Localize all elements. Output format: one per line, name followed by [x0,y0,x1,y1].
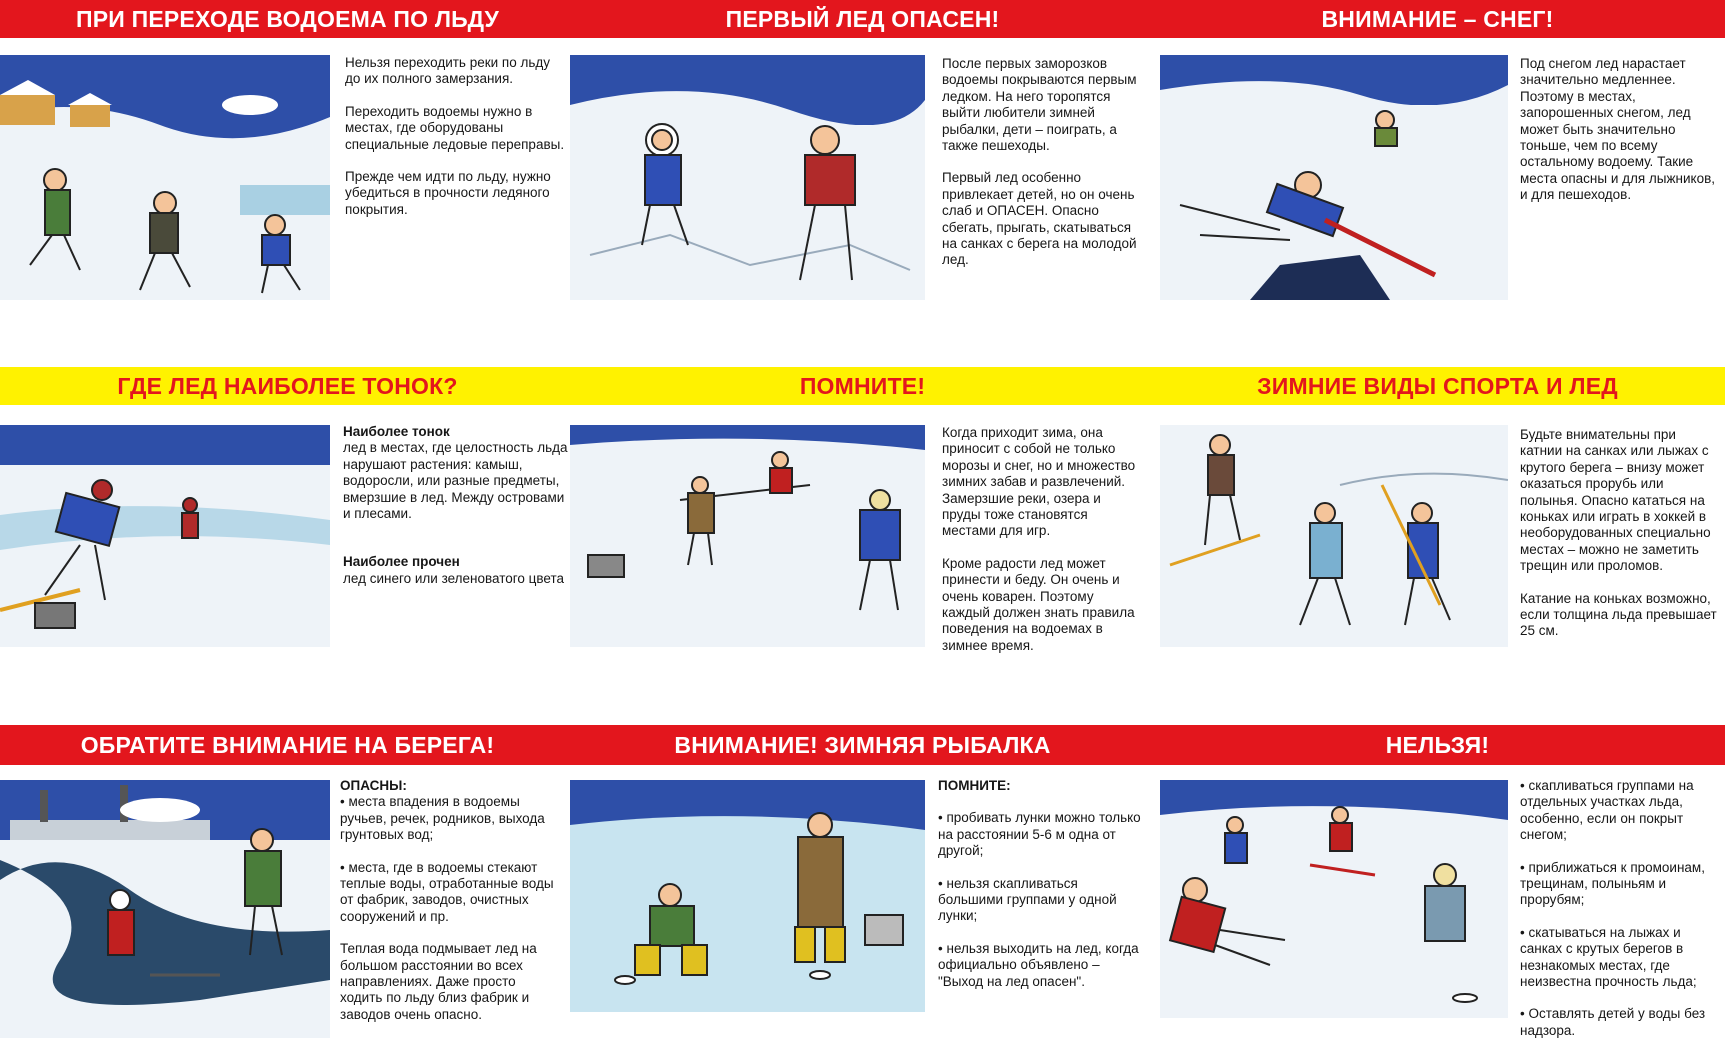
paragraph: Прежде чем идти по льду, нужно убедиться в прочности ледяного покрытия. [345,169,551,217]
heading-snow-warning: ВНИМАНИЕ – СНЕГ! [1321,6,1554,32]
paragraph: Под снегом лед нарастает значительно медленнее. Поэтому в местах, запорошенных снегом, лед может быть значительно тоньше, чем по всему остальному водоему. Такие места опасны и для лыжников, и для пешеходов. [1520,56,1716,203]
label-thinnest: Наиболее тонок [343,424,450,439]
fishing-list [938,810,1143,990]
text-forbidden [1520,778,1720,1055]
illustration-first-ice [570,55,925,300]
illustration-kids-crossing-ice [0,55,330,300]
block-thinnest [343,424,568,522]
illustration-winter-fishing [570,780,925,1012]
text-thinnest: лед в местах, где целостность льда нарушают растения: камыш, водоросли, или разные предметы, вмерзшие в лед. Между островами и плесами. [343,440,568,522]
list-item: • Оставлять детей у воды без надзора. [1520,1006,1720,1039]
list-item: • скатываться на лыжах и санках с крутых берегов в незнакомых местах, где неизвестна прочность льда; [1520,925,1720,991]
illustration-thin-ice-skiers [0,425,330,647]
label-remember: ПОМНИТЕ: [938,778,1011,793]
text-remember [942,425,1142,670]
row1-header-band [0,0,1725,38]
label-dangerous: ОПАСНЫ: [340,778,407,793]
list-item: • приближаться к промоинам, трещинам, полыньям и прорубям; [1520,860,1720,909]
paragraph: Переходить водоемы нужно в местах, где оборудованы специальные ледовые переправы. [345,103,565,152]
illustration-winter-fun [570,425,925,647]
list-item: • пробивать лунки можно только на расстоянии 5-6 м одна от другой; [938,810,1143,859]
heading-crossing-ice: ПРИ ПЕРЕХОДЕ ВОДОЕМА ПО ЛЬДУ [76,6,499,32]
illustration-winter-sports [1160,425,1508,647]
row2-header-band [0,367,1725,405]
block-strongest [343,554,568,587]
row3-header-band [0,725,1725,765]
heading-winter-fishing: ВНИМАНИЕ! ЗИМНЯЯ РЫБАЛКА [674,732,1051,758]
paragraph: Когда приходит зима, она приносит с собой не только морозы и снег, но и множество зимних забав и развлечений. Замерзшие реки, озера и пруды тоже становятся местами для игр. [942,425,1136,539]
text-first-ice [942,56,1142,285]
text-crossing-ice [345,55,565,234]
paragraph: Катание на коньках возможно, если толщина льда превышает 25 см. [1520,590,1717,639]
text-thin-ice [343,424,568,587]
paragraph: Будьте внимательны при катнии на санках или лыжах с крутого берега – внизу может оказаться прорубь или полынья. Опасно кататься на коньках или играть в хоккей в необорудованных специально местах – можно не заметить трещин или проломов. [1520,427,1711,574]
text-strongest: лед синего или зеленоватого цвета [343,570,565,586]
paragraph: Кроме радости лед может принести и беду. Он очень и очень коварен. Поэтому каждый должен знать правила поведения на водоемах в зимнее время. [942,555,1135,653]
illustration-shores-factory [0,780,330,1038]
heading-shores: ОБРАТИТЕ ВНИМАНИЕ НА БЕРЕГА! [80,732,495,758]
list-item: • места, где в водоемы стекают теплые воды, отработанные воды от фабрик, заводов, очистных сооружений и пр. [340,860,555,926]
paragraph: Первый лед особенно привлекает детей, но он очень слаб и ОПАСЕН. Опасно сбегать, прыгать, скатываться на санках с берега на молодой лед. [942,170,1137,268]
heading-remember: ПОМНИТЕ! [799,373,926,399]
list-item: • нельзя выходить на лед, когда официально объявлено – "Выход на лед опасен". [938,941,1143,990]
forbidden-list [1520,778,1720,1039]
label-strongest: Наиболее прочен [343,554,460,570]
text-snow-warning [1520,56,1720,220]
shores-list [340,794,555,925]
paragraph: Теплая вода подмывает лед на большом расстоянии во всех направлениях. Даже просто ходить по льду близ фабрик и заводов очень опасно. [340,941,537,1022]
list-item: • нельзя скапливаться большими группами у одной лунки; [938,876,1143,925]
paragraph: После первых заморозков водоемы покрываются первым ледком. На него торопятся выйти любители зимней рыбалки, дети – поиграть, а также пешеходы. [942,56,1137,154]
illustration-snow-warning [1160,55,1508,300]
paragraph: Нельзя переходить реки по льду до их полного замерзания. [345,55,551,87]
heading-first-ice: ПЕРВЫЙ ЛЕД ОПАСЕН! [725,6,1000,32]
heading-forbidden: НЕЛЬЗЯ! [1385,732,1490,758]
text-winter-sports [1520,427,1720,656]
illustration-forbidden-acts [1160,780,1508,1018]
list-item: • места впадения в водоемы ручьев, речек, родников, выхода грунтовых вод; [340,794,555,843]
heading-thin-ice: ГДЕ ЛЕД НАИБОЛЕЕ ТОНОК? [117,373,458,399]
list-item: • скапливаться группами на отдельных участках льда, особенно, если он покрыт снегом; [1520,778,1720,844]
text-winter-fishing [938,778,1143,1006]
heading-winter-sports: ЗИМНИЕ ВИДЫ СПОРТА И ЛЕД [1257,373,1618,399]
text-shores [340,778,555,1039]
